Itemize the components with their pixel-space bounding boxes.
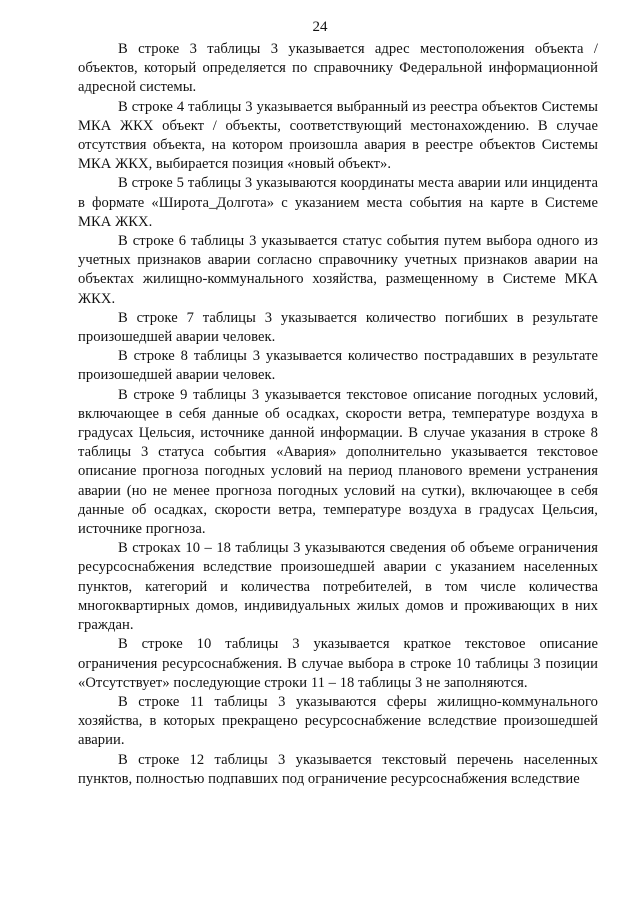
paragraph-row-7: В строке 7 таблицы 3 указывается количество погибших в результате произошедшей аварии человек. [78, 309, 598, 346]
paragraph-row-9: В строке 9 таблицы 3 указывается текстовое описание погодных условий, включающее в себя данные об осадках, скорости ветра, температуре воздуха в градусах Цельсия, источнике данной информации. В случае указания в строке 8 таблицы 3 статуса события «Авария» дополнительно указывается текстовое описание прогноза погодных условий на период планового времени устранения аварии (но не менее прогноза погодных условий на сутки), включающее в себя данные об осадках, скорости ветра, температуре воздуха в градусах Цельсия, источнике прогноза. [78, 386, 598, 538]
paragraph-row-12: В строке 12 таблицы 3 указывается текстовый перечень населенных пунктов, полностью подпавших под ограничение ресурсоснабжения вследствие [78, 751, 598, 787]
paragraph-row-8: В строке 8 таблицы 3 указывается количество пострадавших в результате произошедшей аварии человек. [78, 348, 598, 384]
paragraph-rows-10-18: В строках 10 – 18 таблицы 3 указываются сведения об объеме ограничения ресурсоснабжения вследствие произошедшей аварии с указанием населенных пунктов, категорий и количества потребителей, в том числе количества многоквартирных домов, индивидуальных жилых домов и проживающих в них граждан. [78, 540, 598, 634]
paragraph-row-3: В строке 3 таблицы 3 указывается адрес местоположения объекта / объектов, который определяется по справочнику Федеральной информационной адресной системы. [78, 41, 598, 96]
paragraph-row-6: В строке 6 таблицы 3 указывается статус события путем выбора одного из учетных признаков аварии согласно справочнику учетных признаков аварии на объектах жилищно-коммунального хозяйства, размещенному в Системе МКА ЖКХ. [78, 233, 598, 307]
document-body [78, 40, 598, 789]
paragraph-row-4: В строке 4 таблицы 3 указывается выбранный из реестра объектов Системы МКА ЖКХ объект / объекты, соответствующий местонахождению. В случае отсутствия объекта, на котором произошла авария в реестре объектов Системы МКА ЖКХ, выбирается позиция «новый объект». [78, 98, 598, 173]
paragraph-row-11: В строке 11 таблицы 3 указываются сферы жилищно-коммунального хозяйства, в которых прекращено ресурсоснабжение вследствие произошедшей аварии. [78, 693, 598, 749]
paragraph-row-5: В строке 5 таблицы 3 указываются координаты места аварии или инцидента в формате «Широта_Долгота» с указанием места события на карте в Системе МКА ЖКХ. [78, 175, 598, 230]
page-number: 24 [312, 19, 328, 35]
paragraph-row-10: В строке 10 таблицы 3 указывается краткое текстовое описание ограничения ресурсоснабжения. В случае выбора в строке 10 таблицы 3 позиции «Отсутствует» последующие строки 11 – 18 таблицы 3 не заполняются. [78, 636, 598, 691]
